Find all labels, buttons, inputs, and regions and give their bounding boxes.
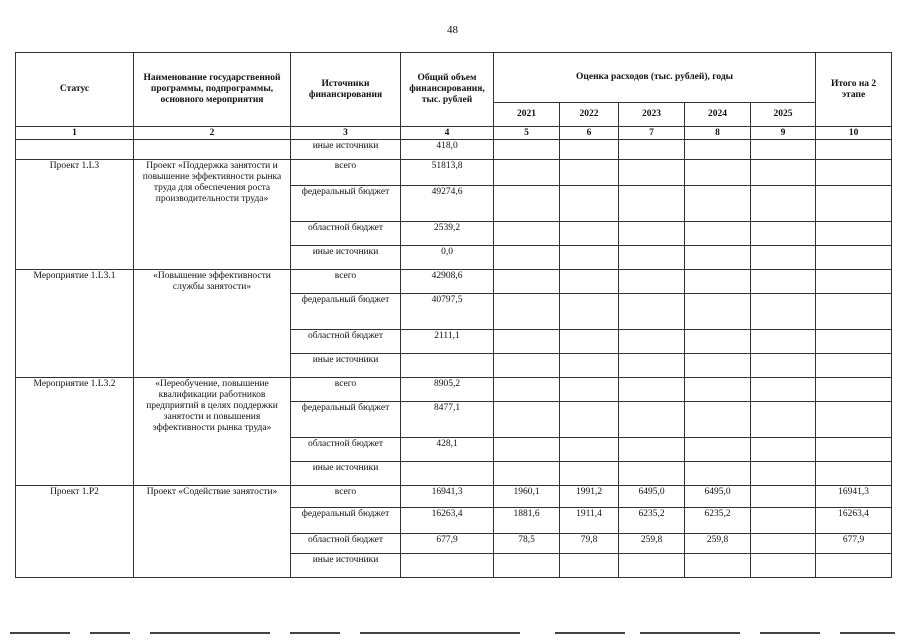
- year-2025-cell: [751, 402, 816, 438]
- year-2025-cell: [751, 508, 816, 534]
- stage-total-cell: [816, 462, 892, 486]
- year-2024-cell: [685, 222, 751, 246]
- year-2023-cell: [619, 222, 685, 246]
- total-cell: [401, 354, 494, 378]
- total-cell: [401, 554, 494, 578]
- column-index: 7: [619, 127, 685, 140]
- page-number: 48: [447, 24, 458, 36]
- year-2023-cell: [619, 270, 685, 294]
- year-2023-cell: [619, 354, 685, 378]
- year-2021-cell: [494, 222, 560, 246]
- col-status-header: Статус: [16, 53, 134, 127]
- year-2023-cell: [619, 554, 685, 578]
- year-2024-cell: [685, 402, 751, 438]
- year-2024-cell: [685, 554, 751, 578]
- year-2025-cell: [751, 554, 816, 578]
- total-cell: 2111,1: [401, 330, 494, 354]
- year-2021-cell: [494, 554, 560, 578]
- total-cell: [401, 462, 494, 486]
- year-2025-cell: [751, 462, 816, 486]
- year-2021-cell: [494, 270, 560, 294]
- stage-total-cell: 16941,3: [816, 486, 892, 508]
- program-name-cell: Проект «Поддержка занятости и повышение эффективности рынка труда для обеспечения роста производительности труда»: [134, 160, 291, 270]
- total-cell: 49274,6: [401, 186, 494, 222]
- year-header: 2025: [751, 103, 816, 127]
- col-total-header: Общий объем финансирования, тыс. рублей: [401, 53, 494, 127]
- source-cell: иные источники: [291, 246, 401, 270]
- year-2025-cell: [751, 160, 816, 186]
- year-2023-cell: [619, 246, 685, 270]
- total-cell: 418,0: [401, 140, 494, 160]
- stage-total-cell: [816, 354, 892, 378]
- year-2021-cell: [494, 186, 560, 222]
- year-2025-cell: [751, 330, 816, 354]
- year-2024-cell: [685, 330, 751, 354]
- year-2023-cell: [619, 402, 685, 438]
- year-2024-cell: 6495,0: [685, 486, 751, 508]
- year-2022-cell: [560, 554, 619, 578]
- year-2023-cell: 259,8: [619, 534, 685, 554]
- year-2022-cell: [560, 438, 619, 462]
- year-2023-cell: [619, 438, 685, 462]
- year-2022-cell: [560, 186, 619, 222]
- stage-total-cell: [816, 378, 892, 402]
- status-cell: Мероприятие 1.L3.1: [16, 270, 134, 378]
- year-2021-cell: [494, 330, 560, 354]
- year-2022-cell: 1991,2: [560, 486, 619, 508]
- year-2025-cell: [751, 378, 816, 402]
- source-cell: федеральный бюджет: [291, 402, 401, 438]
- year-2023-cell: [619, 294, 685, 330]
- status-cell: Проект 1.L3: [16, 160, 134, 270]
- stage-total-cell: [816, 402, 892, 438]
- source-cell: иные источники: [291, 140, 401, 160]
- source-cell: иные источники: [291, 354, 401, 378]
- year-2024-cell: 259,8: [685, 534, 751, 554]
- column-index: 8: [685, 127, 751, 140]
- year-2022-cell: [560, 330, 619, 354]
- year-2023-cell: [619, 378, 685, 402]
- year-2024-cell: [685, 270, 751, 294]
- source-cell: всего: [291, 486, 401, 508]
- stage-total-cell: [816, 438, 892, 462]
- total-cell: 8905,2: [401, 378, 494, 402]
- year-2022-cell: 1911,4: [560, 508, 619, 534]
- year-2021-cell: 1881,6: [494, 508, 560, 534]
- stage-total-cell: 16263,4: [816, 508, 892, 534]
- stage-total-cell: [816, 186, 892, 222]
- source-cell: федеральный бюджет: [291, 186, 401, 222]
- column-index: 9: [751, 127, 816, 140]
- total-cell: 16941,3: [401, 486, 494, 508]
- program-name-cell: «Переобучение, повышение квалификации работников предприятий в целях поддержки занятости и повышения эффективности рынка труда»: [134, 378, 291, 486]
- source-cell: федеральный бюджет: [291, 294, 401, 330]
- col-sources-header: Источники финансирования: [291, 53, 401, 127]
- year-2022-cell: [560, 462, 619, 486]
- stage-total-cell: [816, 294, 892, 330]
- year-2021-cell: [494, 294, 560, 330]
- table-row: [16, 140, 892, 160]
- year-2022-cell: [560, 402, 619, 438]
- year-2022-cell: [560, 222, 619, 246]
- total-cell: 0,0: [401, 246, 494, 270]
- table-row: [16, 486, 892, 508]
- year-2021-cell: [494, 462, 560, 486]
- table-row: [16, 270, 892, 294]
- total-cell: 51813,8: [401, 160, 494, 186]
- year-2023-cell: [619, 186, 685, 222]
- column-index: 5: [494, 127, 560, 140]
- year-2022-cell: [560, 354, 619, 378]
- year-2021-cell: [494, 354, 560, 378]
- total-cell: 677,9: [401, 534, 494, 554]
- year-2025-cell: [751, 438, 816, 462]
- year-2022-cell: [560, 246, 619, 270]
- column-index: 1: [16, 127, 134, 140]
- source-cell: областной бюджет: [291, 438, 401, 462]
- year-2021-cell: [494, 378, 560, 402]
- year-2021-cell: [494, 160, 560, 186]
- year-2025-cell: [751, 486, 816, 508]
- year-2023-cell: 6235,2: [619, 508, 685, 534]
- source-cell: всего: [291, 160, 401, 186]
- program-name-cell: Проект «Содействие занятости»: [134, 486, 291, 578]
- source-cell: областной бюджет: [291, 534, 401, 554]
- source-cell: всего: [291, 270, 401, 294]
- column-index: 4: [401, 127, 494, 140]
- year-2022-cell: [560, 378, 619, 402]
- source-cell: областной бюджет: [291, 330, 401, 354]
- year-2025-cell: [751, 246, 816, 270]
- col-name-header: Наименование государственной программы, подпрограммы, основного мероприятия: [134, 53, 291, 127]
- col-stage-total-header: Итого на 2 этапе: [816, 53, 892, 127]
- status-cell: Проект 1.P2: [16, 486, 134, 578]
- year-2023-cell: [619, 160, 685, 186]
- stage-total-cell: 677,9: [816, 534, 892, 554]
- year-2021-cell: 78,5: [494, 534, 560, 554]
- column-index: 3: [291, 127, 401, 140]
- stage-total-cell: [816, 554, 892, 578]
- total-cell: 40797,5: [401, 294, 494, 330]
- year-2025-cell: [751, 270, 816, 294]
- source-cell: иные источники: [291, 462, 401, 486]
- col-estimate-header: Оценка расходов (тыс. рублей), годы: [494, 53, 816, 103]
- year-2025-cell: [751, 534, 816, 554]
- year-2024-cell: 6235,2: [685, 508, 751, 534]
- year-header: 2022: [560, 103, 619, 127]
- year-2021-cell: 1960,1: [494, 486, 560, 508]
- stage-total-cell: [816, 222, 892, 246]
- year-2022-cell: [560, 294, 619, 330]
- year-header: 2023: [619, 103, 685, 127]
- column-index: 10: [816, 127, 892, 140]
- year-2022-cell: [560, 270, 619, 294]
- year-2022-cell: [560, 160, 619, 186]
- stage-total-cell: [816, 246, 892, 270]
- financing-table: [15, 52, 892, 578]
- total-cell: 2539,2: [401, 222, 494, 246]
- total-cell: 428,1: [401, 438, 494, 462]
- stage-total-cell: [816, 330, 892, 354]
- year-2021-cell: [494, 246, 560, 270]
- column-index-row: [16, 127, 892, 140]
- year-2025-cell: [751, 294, 816, 330]
- total-cell: 8477,1: [401, 402, 494, 438]
- year-2024-cell: [685, 186, 751, 222]
- year-2024-cell: [685, 160, 751, 186]
- year-2024-cell: [685, 354, 751, 378]
- year-2025-cell: [751, 354, 816, 378]
- source-cell: иные источники: [291, 554, 401, 578]
- column-index: 6: [560, 127, 619, 140]
- year-2025-cell: [751, 186, 816, 222]
- source-cell: федеральный бюджет: [291, 508, 401, 534]
- year-2024-cell: [685, 294, 751, 330]
- year-2023-cell: [619, 330, 685, 354]
- stage-total-cell: [816, 270, 892, 294]
- year-2021-cell: [494, 438, 560, 462]
- year-2024-cell: [685, 378, 751, 402]
- total-cell: 42908,6: [401, 270, 494, 294]
- year-2021-cell: [494, 402, 560, 438]
- year-2022-cell: 79,8: [560, 534, 619, 554]
- stage-total-cell: [816, 160, 892, 186]
- table-row: [16, 378, 892, 402]
- year-header: 2024: [685, 103, 751, 127]
- year-2024-cell: [685, 462, 751, 486]
- source-cell: областной бюджет: [291, 222, 401, 246]
- year-2023-cell: 6495,0: [619, 486, 685, 508]
- year-2024-cell: [685, 438, 751, 462]
- column-index: 2: [134, 127, 291, 140]
- total-cell: 16263,4: [401, 508, 494, 534]
- year-2024-cell: [685, 246, 751, 270]
- source-cell: всего: [291, 378, 401, 402]
- year-2023-cell: [619, 462, 685, 486]
- year-header: 2021: [494, 103, 560, 127]
- status-cell: Мероприятие 1.L3.2: [16, 378, 134, 486]
- page-bottom-rule: [0, 632, 905, 635]
- year-2025-cell: [751, 222, 816, 246]
- program-name-cell: «Повышение эффективности службы занятости»: [134, 270, 291, 378]
- table-row: [16, 160, 892, 186]
